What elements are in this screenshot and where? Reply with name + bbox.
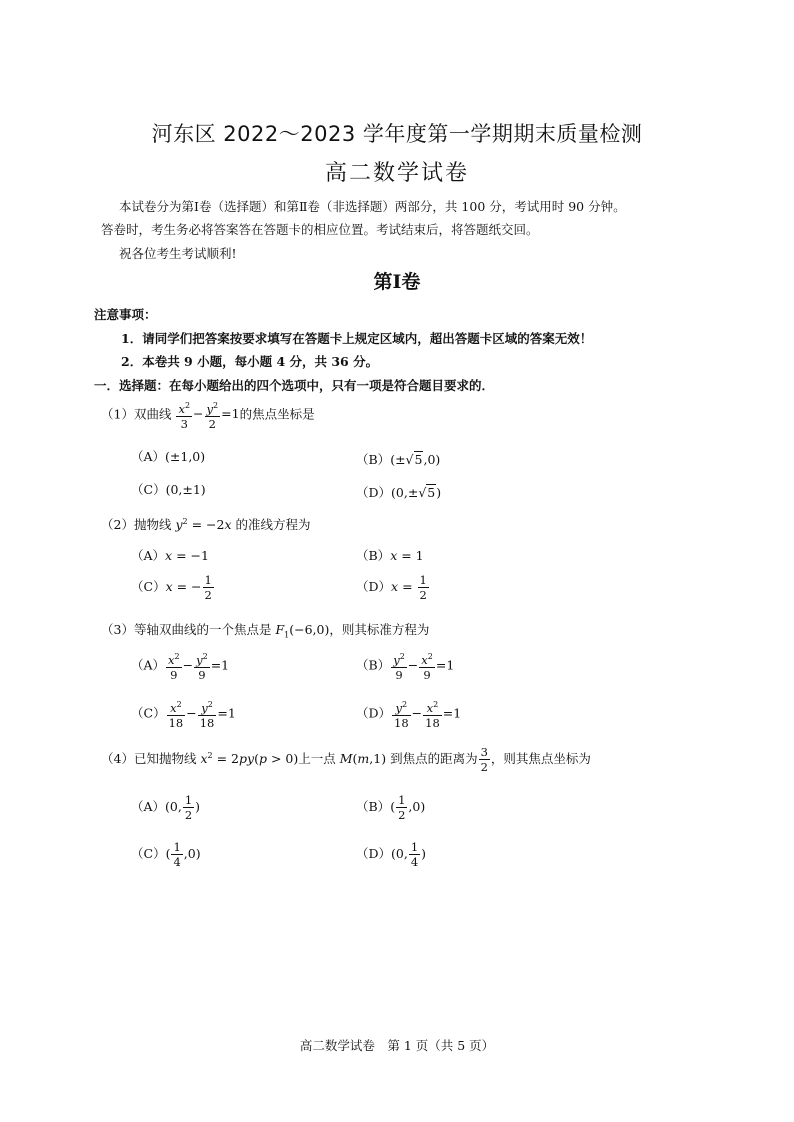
notice-item-2: 2．本卷共 9 小题，每小题 4 分，共 36 分。 <box>121 354 379 369</box>
question-2 <box>101 515 311 533</box>
question-number: （2） <box>101 517 134 532</box>
section-title: 第Ⅰ卷 <box>373 271 421 293</box>
question-prefix: 等轴双曲线的一个焦点是 <box>133 622 272 637</box>
option-a[interactable]: （A）(±1,0) <box>131 449 206 464</box>
question-middle-1: 上一点 <box>298 751 336 766</box>
option-a[interactable]: （A）x = −1 <box>131 548 209 563</box>
question-suffix: ，则其标准方程为 <box>329 622 430 637</box>
option-b[interactable]: （B）x = 1 <box>356 548 424 563</box>
option-d[interactable]: （D）x = $\frac{1}{2}$ <box>356 573 427 602</box>
question-middle-2: 到焦点的距离为 <box>390 751 478 766</box>
question-4: （4）已知抛物线 $x^2 = 2py(p > 0)$上一点 M(m,1) 到焦点的距离为 $\frac{3}{2}$ ，则其焦点坐标为 <box>101 745 591 774</box>
option-c[interactable]: （C） $\frac{x^2}{18}$ − $\frac{y^2}{18}$ =1 <box>131 700 236 730</box>
option-d[interactable]: （D）(0, $\frac{1}{4}$ ) <box>356 840 427 869</box>
formula: M(m,1) <box>339 751 387 766</box>
question-suffix: 的焦点坐标是 <box>239 406 315 422</box>
option-b[interactable]: （B）( $\frac{1}{2}$ ,0) <box>356 793 426 822</box>
option-b[interactable]: （B） $\frac{y^2}{9}$ − $\frac{x^2}{9}$ =1 <box>356 652 455 682</box>
question-number: （1） <box>101 406 134 422</box>
option-d[interactable]: （D）(0,±√5) <box>356 485 442 500</box>
intro-line-3: 祝各位考生考试顺利! <box>119 246 237 261</box>
option-c[interactable]: （C）( $\frac{1}{4}$ ,0) <box>131 840 201 869</box>
exam-subtitle: 高二数学试卷 <box>324 161 469 186</box>
notice-heading: 注意事项： <box>94 307 157 322</box>
page-footer: 高二数学试卷 第 1 页（共 5 页） <box>299 1038 495 1053</box>
question-3 <box>101 620 429 640</box>
question-prefix: 已知抛物线 <box>133 751 197 766</box>
notice-item-1: 1．请同学们把答案按要求填写在答题卡上规定区域内，超出答题卡区域的答案无效！ <box>121 331 593 346</box>
question-prefix: 双曲线 <box>133 406 172 422</box>
question-suffix: ，则其焦点坐标为 <box>490 751 591 766</box>
question-suffix: 的准线方程为 <box>235 517 311 532</box>
intro-line-2: 答卷时，考生务必将答案答在答题卡的相应位置。考试结束后，将答题纸交回。 <box>101 222 539 237</box>
exam-title: 河东区 2022～2023 学年度第一学期期末质量检测 <box>151 122 643 146</box>
question-number: （3） <box>101 622 134 637</box>
part-heading: 一．选择题：在每小题给出的四个选项中，只有一项是符合题目要求的． <box>94 378 495 393</box>
intro-line-1: 本试卷分为第Ⅰ卷（选择题）和第Ⅱ卷（非选择题）两部分，共 100 分，考试用时 90 分钟。 <box>119 199 626 214</box>
question-number: （4） <box>101 751 134 766</box>
formula: $F_1(-6,0)$ <box>275 622 330 640</box>
formula: $\frac{x^2}{3}$ − $\frac{y^2}{2}$ =1 <box>178 401 240 431</box>
option-b[interactable]: （B）(±√5,0) <box>356 452 441 467</box>
question-1 <box>101 399 315 431</box>
option-d[interactable]: （D） $\frac{y^2}{18}$ − $\frac{x^2}{18}$ =1 <box>356 700 462 730</box>
option-a[interactable]: （A）(0, $\frac{1}{2}$ ) <box>131 793 201 822</box>
formula: $y^2 = -2x$ <box>175 516 232 532</box>
option-c[interactable]: （C）x = − $\frac{1}{2}$ <box>131 573 212 602</box>
option-c[interactable]: （C）(0,±1) <box>131 482 206 497</box>
option-a[interactable]: （A） $\frac{x^2}{9}$ − $\frac{y^2}{9}$ =1 <box>131 652 230 682</box>
question-prefix: 抛物线 <box>133 517 172 532</box>
formula: $x^2 = 2py(p > 0)$ <box>200 750 299 766</box>
